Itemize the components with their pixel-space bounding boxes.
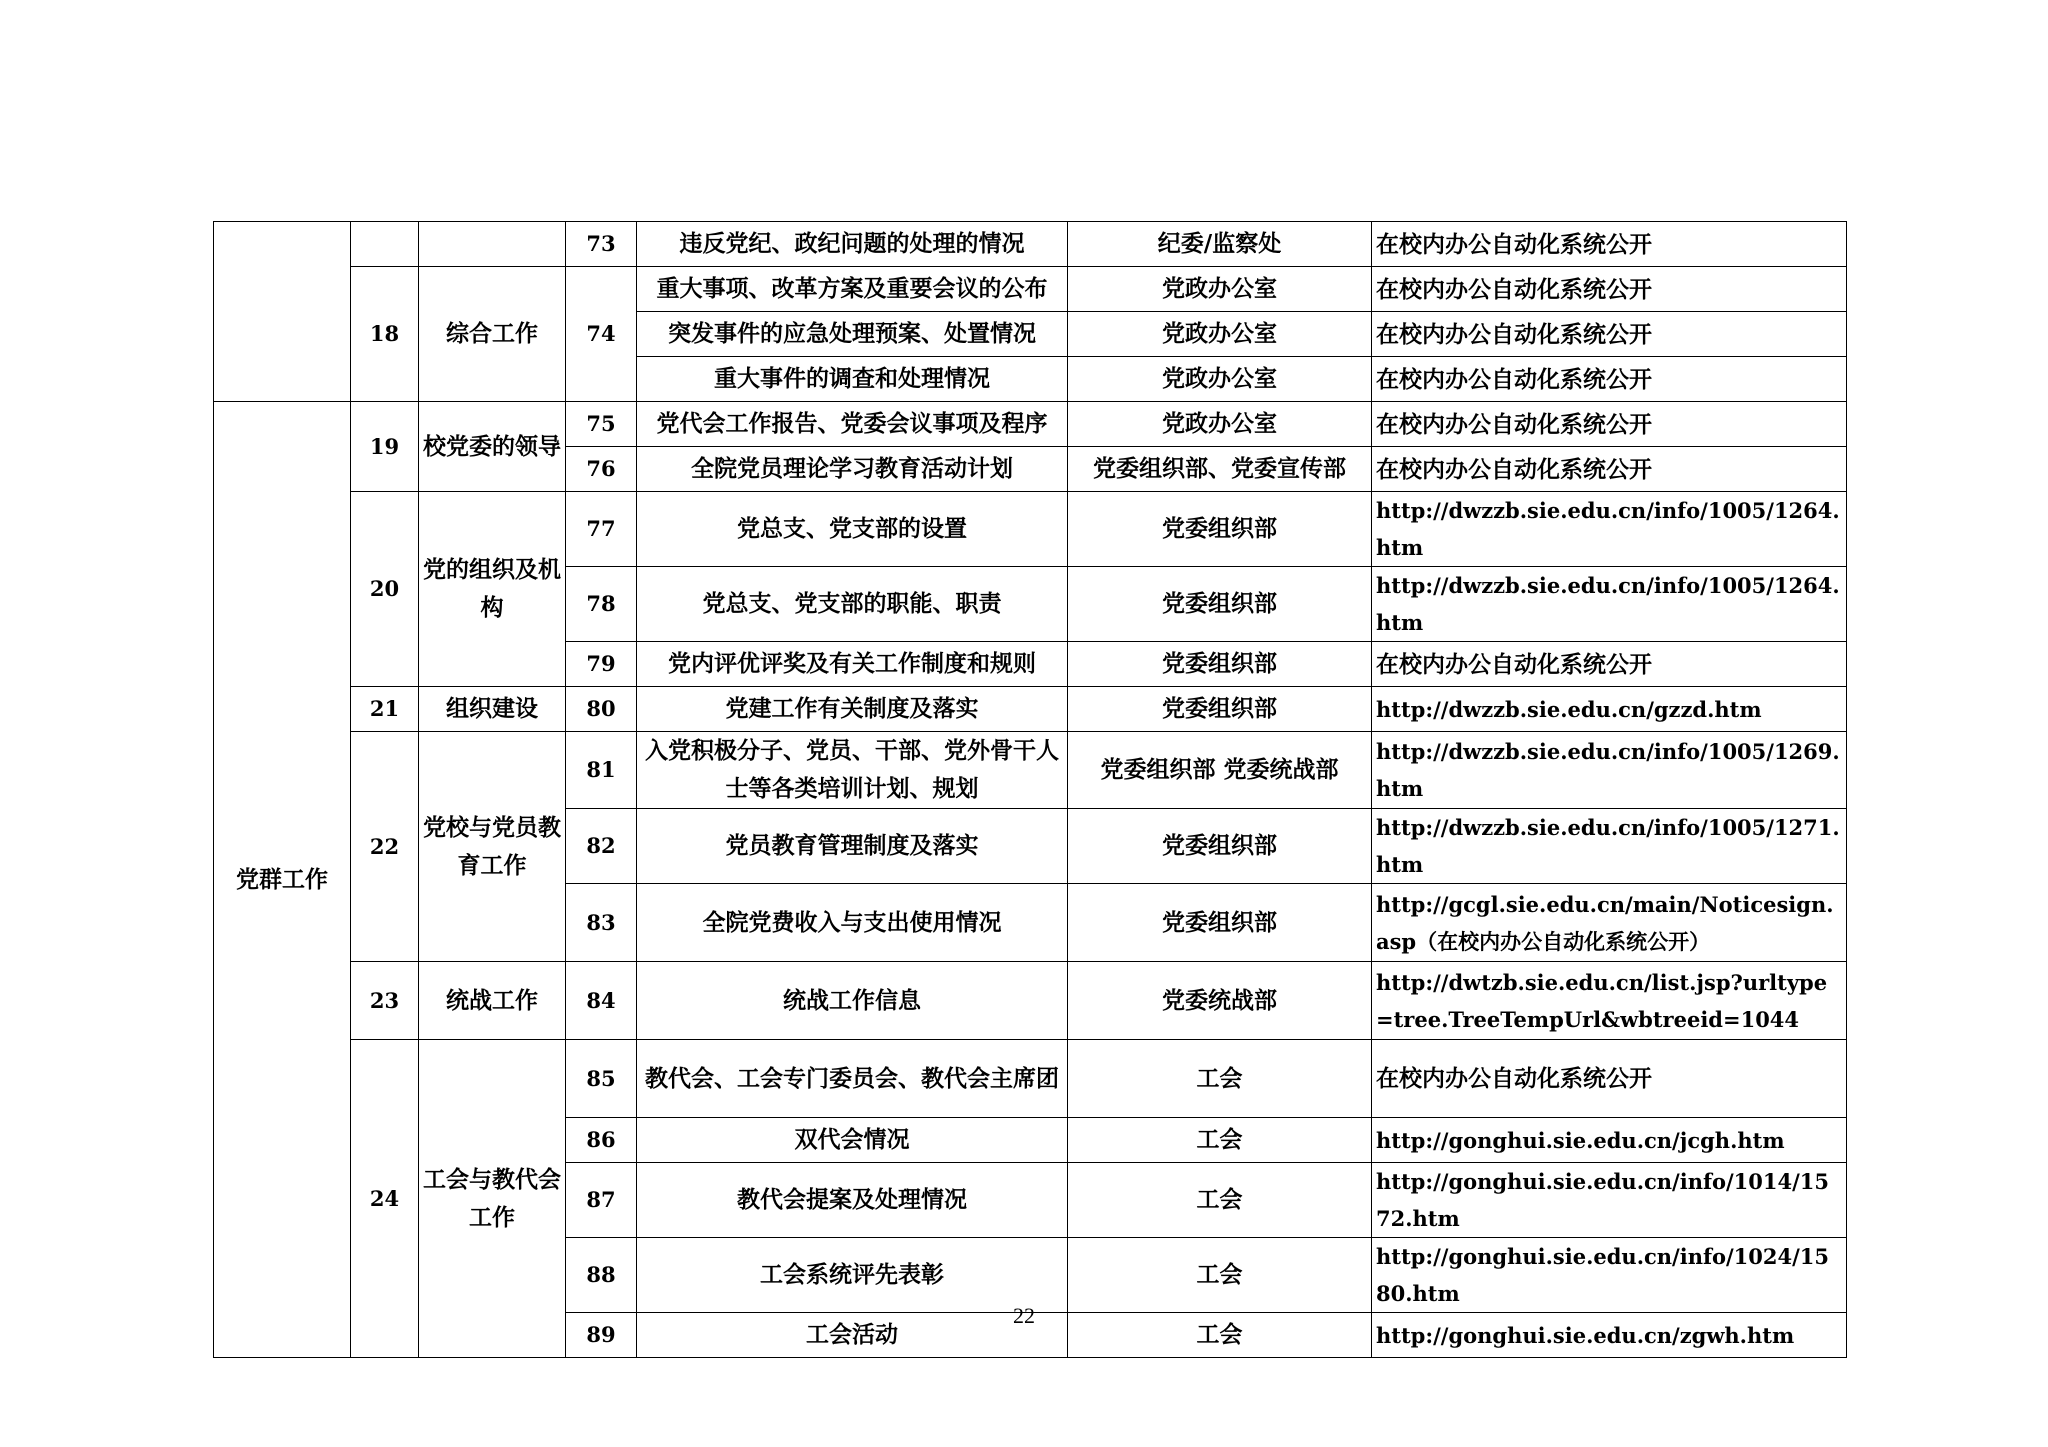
item-content: 党总支、党支部的设置 bbox=[637, 492, 1068, 567]
disclosure-channel: 在校内办公自动化系统公开 bbox=[1372, 357, 1847, 402]
category-cell-continued bbox=[214, 222, 351, 402]
item-content: 党代会工作报告、党委会议事项及程序 bbox=[637, 402, 1068, 447]
content-group: 统战工作 bbox=[419, 962, 566, 1040]
responsible-dept: 工会 bbox=[1068, 1238, 1372, 1313]
responsible-dept: 纪委/监察处 bbox=[1068, 222, 1372, 267]
responsible-dept: 党委组织部 党委统战部 bbox=[1068, 732, 1372, 809]
table-row bbox=[214, 222, 1847, 267]
disclosure-channel: 在校内办公自动化系统公开 bbox=[1372, 402, 1847, 447]
responsible-dept: 党政办公室 bbox=[1068, 357, 1372, 402]
item-content: 党总支、党支部的职能、职责 bbox=[637, 567, 1068, 642]
category-cell: 党群工作 bbox=[214, 402, 351, 1358]
seq-cell-continued bbox=[351, 222, 419, 267]
responsible-dept: 党委组织部、党委宣传部 bbox=[1068, 447, 1372, 492]
disclosure-link: http://gonghui.sie.edu.cn/zgwh.htm bbox=[1372, 1313, 1847, 1358]
table-row bbox=[214, 492, 1847, 567]
item-content: 工会活动 bbox=[637, 1313, 1068, 1358]
item-number: 84 bbox=[566, 962, 637, 1040]
content-group: 校党委的领导 bbox=[419, 402, 566, 492]
responsible-dept: 工会 bbox=[1068, 1118, 1372, 1163]
item-content: 统战工作信息 bbox=[637, 962, 1068, 1040]
disclosure-table bbox=[213, 221, 1847, 1358]
seq-number: 24 bbox=[351, 1040, 419, 1358]
responsible-dept: 工会 bbox=[1068, 1040, 1372, 1118]
item-content: 党员教育管理制度及落实 bbox=[637, 809, 1068, 884]
content-group: 组织建设 bbox=[419, 687, 566, 732]
item-content: 教代会提案及处理情况 bbox=[637, 1163, 1068, 1238]
item-number: 77 bbox=[566, 492, 637, 567]
seq-number: 19 bbox=[351, 402, 419, 492]
item-content: 入党积极分子、党员、干部、党外骨干人士等各类培训计划、规划 bbox=[637, 732, 1068, 809]
content-cell-continued bbox=[419, 222, 566, 267]
responsible-dept: 党委组织部 bbox=[1068, 809, 1372, 884]
item-content: 教代会、工会专门委员会、教代会主席团 bbox=[637, 1040, 1068, 1118]
disclosure-link: http://gonghui.sie.edu.cn/info/1014/1572.htm bbox=[1372, 1163, 1847, 1238]
item-content: 党内评优评奖及有关工作制度和规则 bbox=[637, 642, 1068, 687]
responsible-dept: 党政办公室 bbox=[1068, 267, 1372, 312]
item-number: 75 bbox=[566, 402, 637, 447]
seq-number: 23 bbox=[351, 962, 419, 1040]
responsible-dept: 党委组织部 bbox=[1068, 687, 1372, 732]
responsible-dept: 党委组织部 bbox=[1068, 492, 1372, 567]
page-number: 22 bbox=[1013, 1303, 1035, 1328]
item-content: 全院党费收入与支出使用情况 bbox=[637, 884, 1068, 962]
item-number: 79 bbox=[566, 642, 637, 687]
disclosure-link: http://dwzzb.sie.edu.cn/info/1005/1264.htm bbox=[1372, 567, 1847, 642]
table-row bbox=[214, 962, 1847, 1040]
disclosure-channel: 在校内办公自动化系统公开 bbox=[1372, 312, 1847, 357]
disclosure-channel: 在校内办公自动化系统公开 bbox=[1372, 222, 1847, 267]
seq-number: 22 bbox=[351, 732, 419, 962]
disclosure-channel: 在校内办公自动化系统公开 bbox=[1372, 1040, 1847, 1118]
disclosure-channel: 在校内办公自动化系统公开 bbox=[1372, 267, 1847, 312]
item-number: 82 bbox=[566, 809, 637, 884]
responsible-dept: 党委组织部 bbox=[1068, 642, 1372, 687]
seq-number: 20 bbox=[351, 492, 419, 687]
item-number: 83 bbox=[566, 884, 637, 962]
disclosure-link: http://gonghui.sie.edu.cn/jcgh.htm bbox=[1372, 1118, 1847, 1163]
responsible-dept: 工会 bbox=[1068, 1163, 1372, 1238]
item-content: 突发事件的应急处理预案、处置情况 bbox=[637, 312, 1068, 357]
responsible-dept: 党委组织部 bbox=[1068, 884, 1372, 962]
item-content: 重大事件的调查和处理情况 bbox=[637, 357, 1068, 402]
item-content: 违反党纪、政纪问题的处理的情况 bbox=[637, 222, 1068, 267]
item-number: 85 bbox=[566, 1040, 637, 1118]
disclosure-link: http://dwzzb.sie.edu.cn/gzzd.htm bbox=[1372, 687, 1847, 732]
disclosure-link: http://gonghui.sie.edu.cn/info/1024/1580.htm bbox=[1372, 1238, 1847, 1313]
table-row bbox=[214, 267, 1847, 312]
table-row bbox=[214, 732, 1847, 809]
responsible-dept: 党委组织部 bbox=[1068, 567, 1372, 642]
item-content: 党建工作有关制度及落实 bbox=[637, 687, 1068, 732]
item-number: 76 bbox=[566, 447, 637, 492]
content-group: 党校与党员教育工作 bbox=[419, 732, 566, 962]
disclosure-channel: 在校内办公自动化系统公开 bbox=[1372, 642, 1847, 687]
responsible-dept: 工会 bbox=[1068, 1313, 1372, 1358]
item-number: 78 bbox=[566, 567, 637, 642]
content-group: 工会与教代会工作 bbox=[419, 1040, 566, 1358]
responsible-dept: 党政办公室 bbox=[1068, 312, 1372, 357]
responsible-dept: 党委统战部 bbox=[1068, 962, 1372, 1040]
seq-number: 21 bbox=[351, 687, 419, 732]
responsible-dept: 党政办公室 bbox=[1068, 402, 1372, 447]
item-content: 重大事项、改革方案及重要会议的公布 bbox=[637, 267, 1068, 312]
item-content: 双代会情况 bbox=[637, 1118, 1068, 1163]
item-number: 87 bbox=[566, 1163, 637, 1238]
item-number: 88 bbox=[566, 1238, 637, 1313]
item-number: 73 bbox=[566, 222, 637, 267]
content-group: 党的组织及机构 bbox=[419, 492, 566, 687]
item-number: 74 bbox=[566, 267, 637, 402]
table-row bbox=[214, 1040, 1847, 1118]
item-number: 86 bbox=[566, 1118, 637, 1163]
disclosure-link: http://dwtzb.sie.edu.cn/list.jsp?urltype=tree.TreeTempUrl&wbtreeid=1044 bbox=[1372, 962, 1847, 1040]
item-number: 81 bbox=[566, 732, 637, 809]
seq-number: 18 bbox=[351, 267, 419, 402]
disclosure-link: http://dwzzb.sie.edu.cn/info/1005/1271.htm bbox=[1372, 809, 1847, 884]
item-number: 89 bbox=[566, 1313, 637, 1358]
content-group: 综合工作 bbox=[419, 267, 566, 402]
item-content: 全院党员理论学习教育活动计划 bbox=[637, 447, 1068, 492]
disclosure-link: http://dwzzb.sie.edu.cn/info/1005/1264.htm bbox=[1372, 492, 1847, 567]
disclosure-channel: 在校内办公自动化系统公开 bbox=[1372, 447, 1847, 492]
item-content: 工会系统评先表彰 bbox=[637, 1238, 1068, 1313]
disclosure-link: http://dwzzb.sie.edu.cn/info/1005/1269.htm bbox=[1372, 732, 1847, 809]
table-row bbox=[214, 687, 1847, 732]
disclosure-link: http://gcgl.sie.edu.cn/main/Noticesign.asp（在校内办公自动化系统公开） bbox=[1372, 884, 1847, 962]
table-row bbox=[214, 402, 1847, 447]
item-number: 80 bbox=[566, 687, 637, 732]
